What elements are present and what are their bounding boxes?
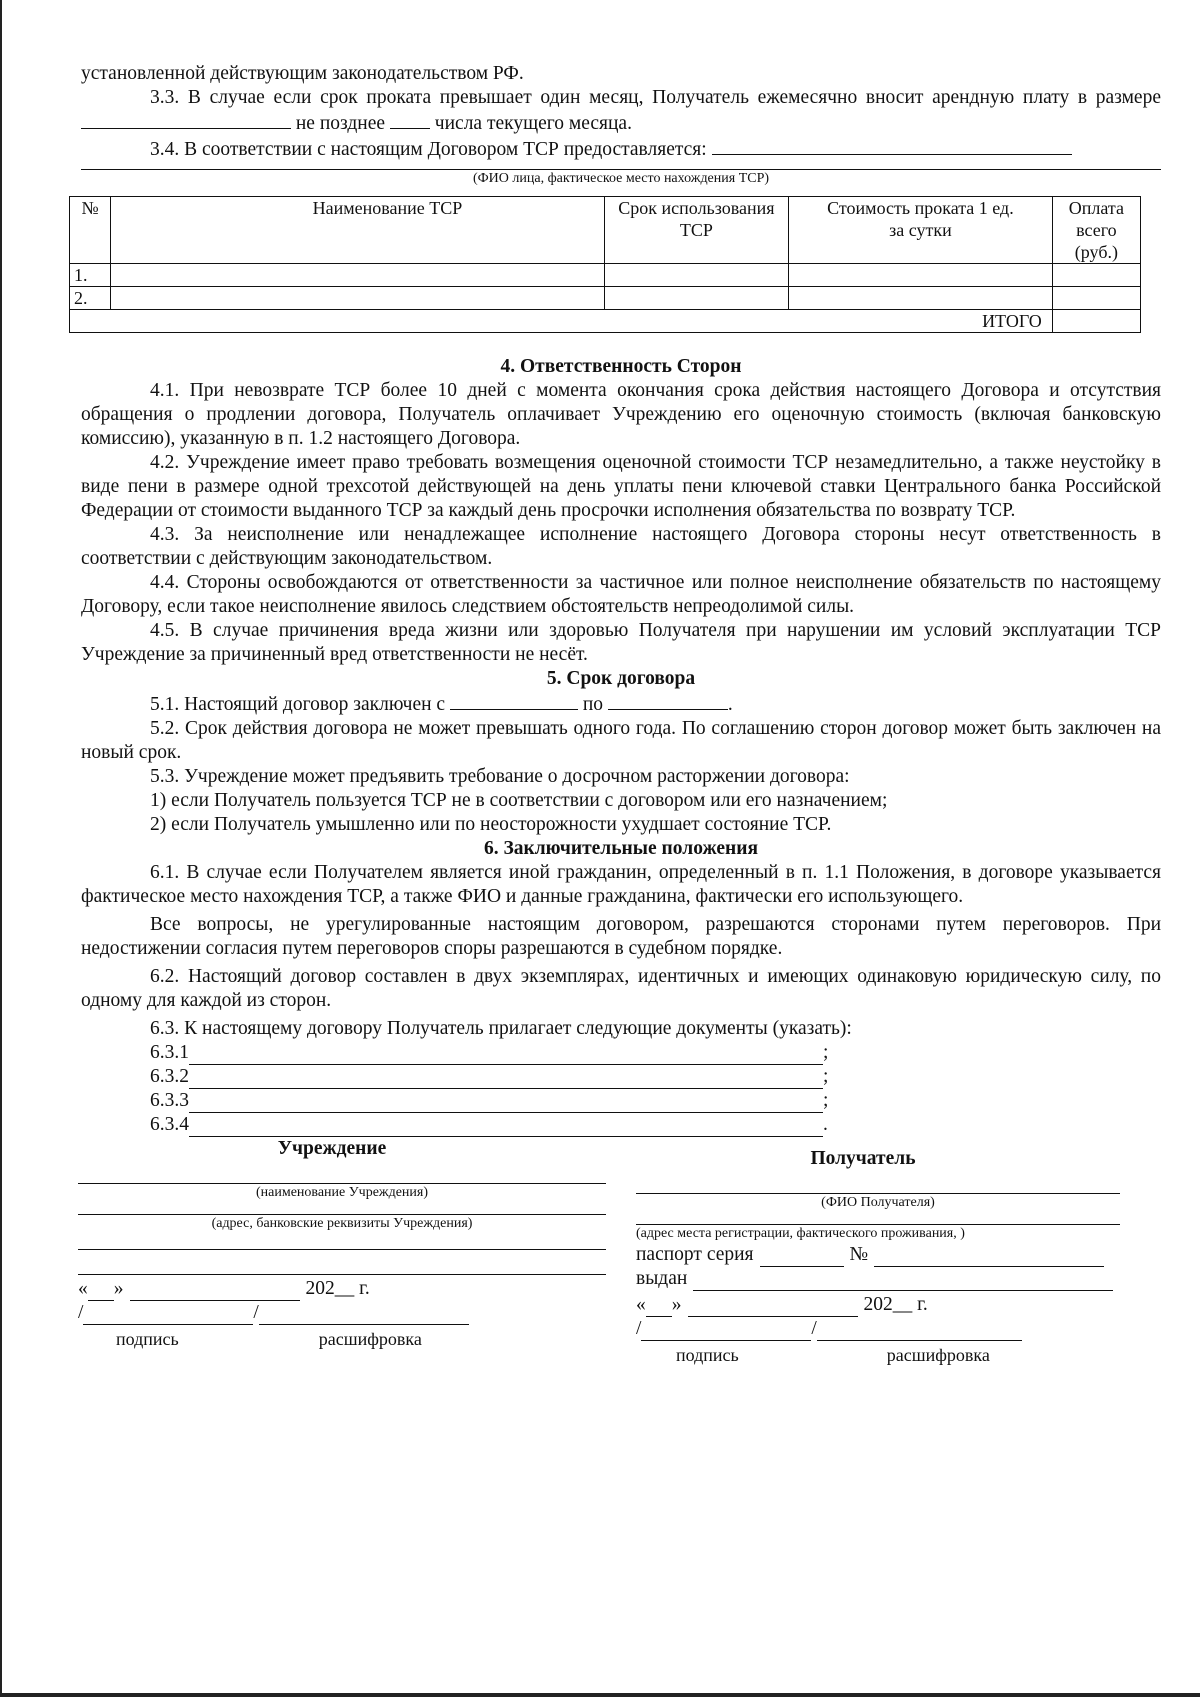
issued-row: [636, 1267, 1120, 1291]
institution-address-line[interactable]: [78, 1202, 606, 1215]
paragraph-intro: установленной действующим законодательством РФ.: [81, 63, 524, 84]
passport-row: [636, 1243, 1120, 1267]
institution-details-line-1[interactable]: [78, 1233, 606, 1250]
recipient-sign-row: [636, 1317, 1120, 1341]
signatures-block: [78, 1137, 1161, 1367]
paragraph-5-2: 5.2. Срок действия договора не может превышать одного года. По соглашению сторон договор может быть заключен на новый срок.: [81, 718, 1161, 763]
institution-name-caption: (наименование Учреждения): [255, 1185, 429, 1200]
rent-day-blank[interactable]: [390, 110, 430, 129]
recipient-date-row: [636, 1293, 1120, 1317]
attachment-end: ;: [823, 1042, 829, 1063]
passport-series-blank[interactable]: [760, 1248, 844, 1267]
paragraph-4-5: 4.5. В случае причинения вреда жизни или здоровью Получателя при нарушении им условий эксплуатации ТСР Учреждение за причиненный вред ответственности не несёт.: [81, 620, 1161, 665]
institution-name-line[interactable]: [78, 1161, 606, 1184]
row-total-cell[interactable]: [1052, 264, 1140, 287]
itogo-label: ИТОГО: [70, 310, 1053, 333]
institution-date-row: [78, 1277, 606, 1301]
row-total-cell[interactable]: [1052, 287, 1140, 310]
sign-slash: /: [636, 1318, 642, 1339]
attachment-item: [150, 1113, 1161, 1137]
rent-amount-blank[interactable]: [81, 110, 291, 129]
institution-details-line-2[interactable]: [78, 1250, 606, 1275]
paragraph-5-1-text-b: по: [582, 694, 604, 715]
issued-blank[interactable]: [693, 1272, 1113, 1291]
sign-slash: /: [78, 1302, 84, 1323]
row-term-cell[interactable]: [604, 287, 788, 310]
recipient-name-caption: (ФИО Получателя): [821, 1195, 935, 1210]
attachment-end: .: [823, 1114, 828, 1135]
paragraph-3-4-text: 3.4. В соответствии с настоящим Договором ТСР предоставляется:: [150, 139, 707, 160]
signature-decoding-blank[interactable]: [817, 1322, 1022, 1341]
date-quote-close: »: [671, 1294, 682, 1315]
signature-label: подпись: [676, 1345, 739, 1365]
tsr-provided-blank[interactable]: [712, 136, 1072, 155]
paragraph-5-1: 5.1. Настоящий договор заключен с по .: [81, 691, 1161, 717]
table-row: [70, 264, 1141, 287]
scan-bottom-edge: [0, 1693, 1200, 1697]
recipient-address-line[interactable]: [636, 1212, 1120, 1225]
attachment-end: ;: [823, 1066, 829, 1087]
paragraph-6-1-b: Все вопросы, не урегулированные настоящим договором, разрешаются сторонами путем переговоров. При недостижении согласия путем переговоров споры разрешаются в судебном порядке.: [81, 914, 1161, 959]
attachment-number: 6.3.2: [150, 1066, 189, 1087]
paragraph-4-2: 4.2. Учреждение имеет право требовать возмещения оценочной стоимости ТСР незамедлительно, а также неустойку в виде пени в размере одной трехсотой действующей на день уплаты пени ключевой ставки Центрального банка Российской Федерации от стоимости выданного ТСР за каждый день просрочки исполнения обязательства по возврату ТСР.: [81, 452, 1161, 521]
row-num: 2.: [70, 287, 111, 310]
passport-number-blank[interactable]: [874, 1248, 1104, 1267]
attachment-item: [150, 1041, 1161, 1065]
paragraph-6-1: 6.1. В случае если Получателем является иной гражданин, определенный в п. 1.1 Положения, в договоре указывается фактическое место нахождения ТСР, а также ФИО и данные гражданина, фактически его использующего.: [81, 862, 1161, 907]
col-header-num: №: [70, 197, 111, 264]
attachment-number: 6.3.3: [150, 1090, 189, 1111]
paragraph-5-3: 5.3. Учреждение может предъявить требование о досрочном расторжении договора:: [150, 766, 850, 787]
paragraph-3-3-text-b: не позднее: [295, 113, 386, 134]
paragraph-5-3-1: 1) если Получатель пользуется ТСР не в соответствии с договором или его назначением;: [150, 790, 888, 811]
decoding-label: расшифровка: [886, 1345, 990, 1365]
signature-blank[interactable]: [83, 1306, 253, 1325]
row-cost-cell[interactable]: [789, 264, 1053, 287]
passport-number-label: №: [849, 1244, 869, 1265]
paragraph-6-3: 6.3. К настоящему договору Получатель прилагает следующие документы (указать):: [150, 1018, 852, 1039]
row-term-cell[interactable]: [604, 264, 788, 287]
recipient-title: Получатель: [810, 1148, 916, 1169]
date-to-blank[interactable]: [608, 691, 728, 710]
paragraph-5-1-text-a: 5.1. Настоящий договор заключен с: [150, 694, 446, 715]
table-total-row: [70, 310, 1141, 333]
attachments-list: [150, 1041, 1161, 1137]
scan-left-edge: [0, 0, 2, 1697]
tsr-table: [69, 196, 1141, 333]
signature-blank[interactable]: [641, 1322, 811, 1341]
document-page: [74, 62, 1161, 1367]
sign-slash: /: [811, 1318, 817, 1339]
recipient-sign-labels: [636, 1343, 1120, 1367]
sign-slash: /: [253, 1302, 259, 1323]
paragraph-5-3-2: 2) если Получатель умышленно или по неосторожности ухудшает состояние ТСР.: [150, 814, 832, 835]
date-month-blank[interactable]: [688, 1298, 858, 1317]
institution-title: Учреждение: [277, 1138, 387, 1159]
date-quote-open: «: [78, 1278, 88, 1299]
itogo-value-cell[interactable]: [1052, 310, 1140, 333]
date-quote-close: »: [113, 1278, 124, 1299]
row-cost-cell[interactable]: [789, 287, 1053, 310]
paragraph-3-3: [81, 86, 1161, 136]
institution-sign-labels: [78, 1327, 606, 1351]
date-from-blank[interactable]: [450, 691, 578, 710]
section-6-title: 6. Заключительные положения: [483, 838, 759, 859]
table-row: [70, 287, 1141, 310]
passport-label: паспорт серия: [636, 1244, 754, 1265]
date-quote-open: «: [636, 1294, 646, 1315]
col-header-cost: Стоимость проката 1 ед. за сутки: [789, 197, 1053, 264]
attachment-item: [150, 1089, 1161, 1113]
attachment-item: [150, 1065, 1161, 1089]
row-name-cell[interactable]: [111, 287, 605, 310]
attachment-line[interactable]: [189, 1118, 823, 1137]
paragraph-6-2: 6.2. Настоящий договор составлен в двух экземплярах, идентичных и имеющих одинаковую юридическую силу, по одному для каждой из сторон.: [81, 966, 1161, 1011]
attachment-line[interactable]: [189, 1070, 823, 1089]
institution-address-caption: (адрес, банковские реквизиты Учреждения): [211, 1216, 473, 1231]
date-day-blank[interactable]: [646, 1298, 672, 1317]
paragraph-4-4: 4.4. Стороны освобождаются от ответственности за частичное или полное неисполнение обязательств по настоящему Договору, если такое неисполнение явилось следствием обстоятельств непреодолимой силы.: [81, 572, 1161, 617]
attachment-end: ;: [823, 1090, 829, 1111]
paragraph-4-1: 4.1. При невозврате ТСР более 10 дней с момента окончания срока действия настоящего Договора и отсутствия обращения о продлении договора, Получатель оплачивает Учреждению его оценочную стоимость (включая банковскую комиссию), указанную в п. 1.2 настоящего Договора.: [81, 380, 1161, 449]
date-month-blank[interactable]: [130, 1282, 300, 1301]
paragraph-3-4: [81, 136, 1161, 162]
attachment-number: 6.3.1: [150, 1042, 189, 1063]
tsr-person-caption: (ФИО лица, фактическое место нахождения ТСР): [472, 171, 770, 186]
attachment-line[interactable]: [189, 1046, 823, 1065]
date-day-blank[interactable]: [88, 1282, 114, 1301]
recipient-signature: [636, 1147, 1120, 1367]
issued-label: выдан: [636, 1268, 688, 1289]
row-num: 1.: [70, 264, 111, 287]
date-year: 202__ г.: [863, 1294, 928, 1315]
date-year: 202__ г.: [305, 1278, 370, 1299]
col-header-term: Срок использования ТСР: [604, 197, 788, 264]
paragraph-3-3-text-c: числа текущего месяца.: [434, 113, 632, 134]
institution-signature: [78, 1137, 606, 1367]
signature-label: подпись: [116, 1329, 179, 1349]
signature-decoding-blank[interactable]: [259, 1306, 469, 1325]
decoding-label: расшифровка: [318, 1329, 422, 1349]
col-header-total: Оплата всего (руб.): [1052, 197, 1140, 264]
recipient-name-line[interactable]: [636, 1171, 1120, 1194]
col-header-name: Наименование ТСР: [111, 197, 605, 264]
attachment-number: 6.3.4: [150, 1114, 189, 1135]
attachment-line[interactable]: [189, 1094, 823, 1113]
paragraph-3-3-text-a: 3.3. В случае если срок проката превышает один месяц, Получатель ежемесячно вносит арендную плату в размере: [150, 87, 1161, 108]
row-name-cell[interactable]: [111, 264, 605, 287]
section-5-title: 5. Срок договора: [546, 668, 696, 689]
section-4-title: 4. Ответственность Сторон: [500, 356, 742, 377]
institution-sign-row: [78, 1301, 606, 1325]
recipient-address-caption: (адрес места регистрации, фактического проживания, ): [636, 1226, 965, 1241]
paragraph-4-3: 4.3. За неисполнение или ненадлежащее исполнение настоящего Договора стороны несут ответственность в соответствии с действующим законодательством.: [81, 524, 1161, 569]
table-header-row: [70, 197, 1141, 264]
